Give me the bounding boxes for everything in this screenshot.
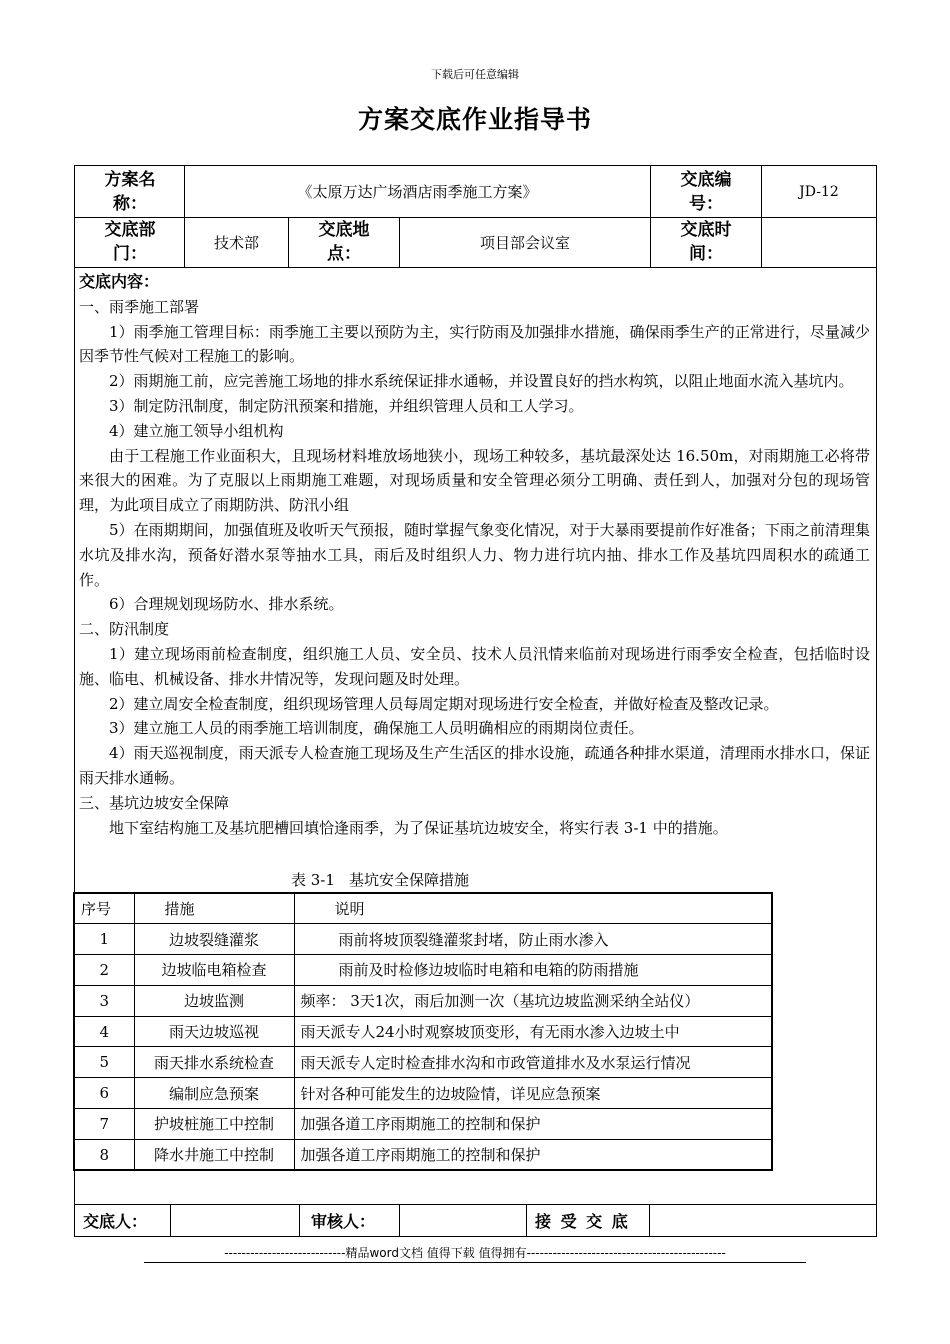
footer-divider — [144, 1262, 806, 1263]
paragraph: 3）制定防汛制度，制定防汛预案和措施，并组织管理人员和工人学习。 — [109, 396, 584, 415]
top-note: 下载后可任意编辑 — [431, 68, 519, 81]
table-row — [74, 1109, 772, 1140]
row-measure: 边坡临电箱检查 — [134, 955, 294, 986]
table-caption — [291, 869, 483, 890]
table-caption-title: 基坑安全保障措施 — [348, 871, 469, 889]
place-value: 项目部会议室 — [479, 233, 570, 252]
presenter-label: 交底人： — [83, 1212, 148, 1231]
row-index: 5 — [74, 1047, 134, 1078]
footer-text: ----------------------------精品word文档 值得下载 值得拥有---------------------------------------------- — [224, 1246, 726, 1260]
column-header-index: 序号 — [74, 893, 134, 924]
paragraph: 5）在雨期期间，加强值班及收听天气预报，随时掌握气象变化情况，对于大暴雨要提前作好准备；下雨之前清理集水坑及排水沟，预备好潜水泵等抽水工具，雨后及时组织人力、物力进行坑内抽、排水工作及基坑四周积水的疏通工作。 — [79, 520, 870, 589]
divider — [650, 166, 651, 217]
row-measure: 编制应急预案 — [134, 1078, 294, 1109]
divider — [75, 1204, 876, 1205]
row-index: 7 — [74, 1109, 134, 1140]
divider — [299, 1204, 300, 1237]
number-value: JD-12 — [799, 183, 839, 200]
table-header-row — [74, 893, 772, 924]
table-row — [74, 955, 772, 986]
disclosure-content — [79, 270, 870, 840]
row-description: 频率： 3天1次，雨后加测一次（基坑边坡监测采纳全站仪） — [294, 985, 772, 1016]
time-label: 交底时间： — [680, 220, 732, 264]
paragraph: 1）雨季施工管理目标：雨季施工主要以预防为主，实行防雨及加强排水措施，确保雨季生产的正常进行，尽量减少因季节性气候对工程施工的影响。 — [79, 322, 870, 366]
paragraph: 2）建立周安全检查制度，组织现场管理人员每周定期对现场进行安全检查，并做好检查及整改记录。 — [109, 694, 779, 713]
table-caption-number: 表 3-1 — [291, 871, 335, 889]
column-header-description: 说明 — [294, 893, 772, 924]
dept-value: 技术部 — [213, 233, 259, 252]
paragraph: 2）雨期施工前，应完善施工场地的排水系统保证排水通畅，并设置良好的挡水构筑，以阻止地面水流入基坑内。 — [109, 372, 854, 391]
divider — [526, 1204, 527, 1237]
paragraph: 4）建立施工领导小组机构 — [109, 421, 284, 440]
table-row — [74, 985, 772, 1016]
row-measure: 雨天边坡巡视 — [134, 1016, 294, 1047]
section-heading: 二、防汛制度 — [79, 620, 170, 639]
paragraph: 6）合理规划现场防水、排水系统。 — [109, 595, 344, 614]
row-description: 加强各道工序雨期施工的控制和保护 — [294, 1109, 772, 1140]
row-measure: 降水井施工中控制 — [134, 1139, 294, 1170]
column-header-measure: 措施 — [134, 893, 294, 924]
table-row — [74, 1139, 772, 1170]
row-index: 4 — [74, 1016, 134, 1047]
table-row — [74, 1078, 772, 1109]
paragraph: 1）建立现场雨前检查制度，组织施工人员、安全员、技术人员汛情来临前对现场进行雨季安全检查，包括临时设施、临电、机械设备、排水井情况等，发现问题及时处理。 — [79, 644, 870, 688]
row-measure: 护坡桩施工中控制 — [134, 1109, 294, 1140]
row-measure: 边坡监测 — [134, 985, 294, 1016]
table-row — [74, 1047, 772, 1078]
row-description: 雨前及时检修边坡临时电箱和电箱的防雨措施 — [294, 955, 772, 986]
content-heading: 交底内容： — [79, 272, 160, 291]
document-title: 方案交底作业指导书 — [357, 105, 592, 134]
divider — [75, 267, 876, 268]
divider — [650, 217, 651, 267]
reviewer-label: 审核人： — [311, 1212, 376, 1231]
row-index: 2 — [74, 955, 134, 986]
time-value — [762, 217, 876, 267]
paragraph: 地下室结构施工及基坑肥槽回填恰逢雨季，为了保证基坑边坡安全，将实行表 3-1 中的措施。 — [109, 818, 728, 837]
scheme-name-value: 《太原万达广场酒店雨季施工方案》 — [297, 183, 538, 201]
receiver-label: 接 受 交 底 — [535, 1212, 630, 1231]
row-index: 1 — [74, 924, 134, 955]
section-heading: 一、雨季施工部署 — [79, 297, 200, 316]
measures-table — [73, 892, 773, 1171]
row-description: 雨天派专人24小时观察坡顶变形，有无雨水渗入边坡土中 — [294, 1016, 772, 1047]
row-description: 加强各道工序雨期施工的控制和保护 — [294, 1139, 772, 1170]
divider — [399, 1204, 400, 1237]
form-frame — [74, 165, 877, 1237]
place-label: 交底地点： — [318, 220, 370, 264]
table-row — [74, 924, 772, 955]
divider — [288, 217, 289, 267]
paragraph: 3）建立施工人员的雨季施工培训制度，确保施工人员明确相应的雨期岗位责任。 — [109, 719, 644, 738]
row-description: 雨天派专人定时检查排水沟和市政管道排水及水泵运行情况 — [294, 1047, 772, 1078]
table-row — [74, 1016, 772, 1047]
divider — [170, 1204, 171, 1237]
row-measure: 雨天排水系统检查 — [134, 1047, 294, 1078]
section-heading: 三、基坑边坡安全保障 — [79, 793, 230, 812]
row-description: 雨前将坡顶裂缝灌浆封堵，防止雨水渗入 — [294, 924, 772, 955]
paragraph: 由于工程施工作业面积大，且现场材料堆放场地狭小，现场工种较多，基坑最深处达 16.50m，对雨期施工必将带来很大的困难。为了克服以上雨期施工难题，对现场质量和安全管理必须分工明确、责任到人，加强对分包的现场管理，为此项目成立了雨期防洪、防汛小组 — [79, 446, 870, 515]
row-measure: 边坡裂缝灌浆 — [134, 924, 294, 955]
row-index: 8 — [74, 1139, 134, 1170]
paragraph: 4）雨天巡视制度，雨天派专人检查施工现场及生产生活区的排水设施，疏通各种排水渠道，清理雨水排水口，保证雨天排水通畅。 — [79, 744, 870, 787]
row-index: 3 — [74, 985, 134, 1016]
number-label: 交底编号： — [680, 169, 732, 214]
row-description: 针对各种可能发生的边坡险情，详见应急预案 — [294, 1078, 772, 1109]
divider — [649, 1204, 650, 1237]
row-index: 6 — [74, 1078, 134, 1109]
scheme-name-label: 方案名称： — [104, 169, 156, 214]
dept-label: 交底部门： — [104, 220, 156, 264]
